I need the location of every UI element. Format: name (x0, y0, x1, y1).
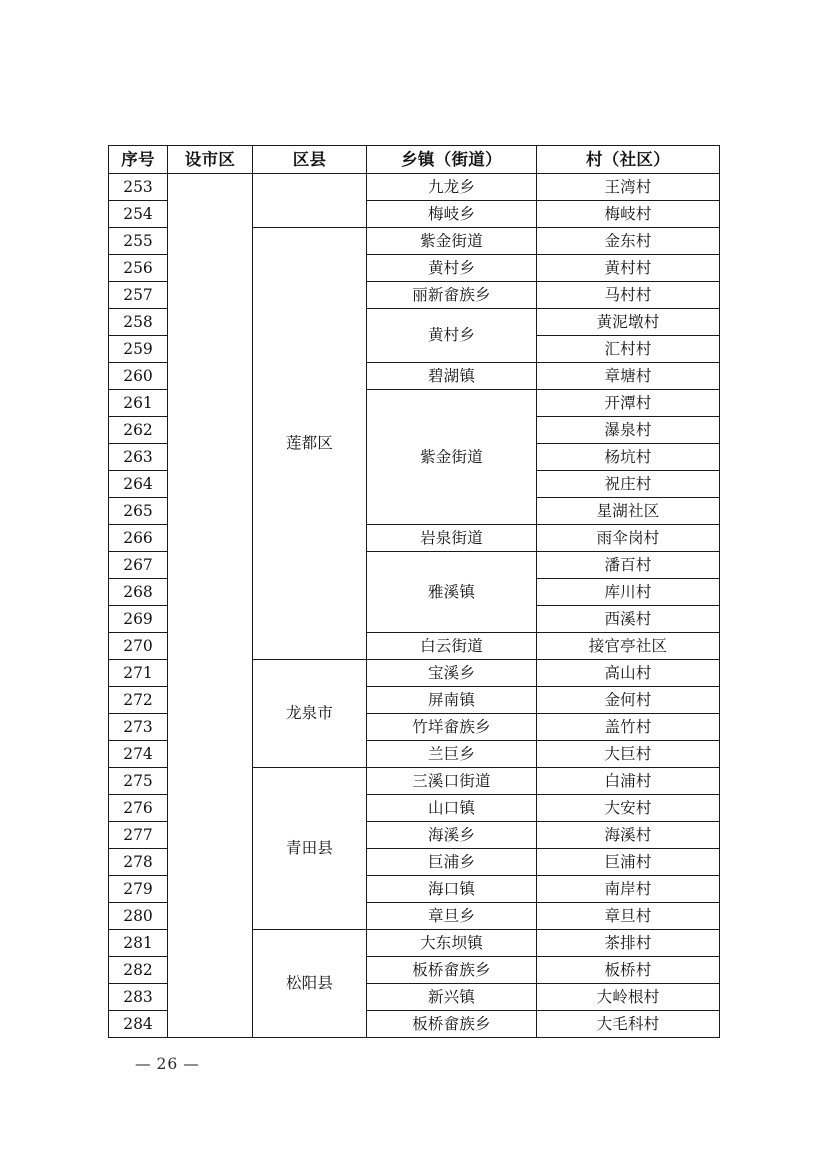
cell-seq: 274 (109, 741, 168, 768)
cell-town: 紫金街道 (367, 390, 537, 525)
cell-seq: 280 (109, 903, 168, 930)
cell-seq: 254 (109, 201, 168, 228)
cell-village: 潘百村 (537, 552, 720, 579)
cell-seq: 266 (109, 525, 168, 552)
cell-city (168, 174, 253, 1038)
cell-village: 黄村村 (537, 255, 720, 282)
cell-village: 巨浦村 (537, 849, 720, 876)
cell-town: 海溪乡 (367, 822, 537, 849)
cell-town: 巨浦乡 (367, 849, 537, 876)
table-header-row (109, 146, 720, 174)
cell-town: 新兴镇 (367, 984, 537, 1011)
cell-seq: 275 (109, 768, 168, 795)
cell-village: 板桥村 (537, 957, 720, 984)
cell-town: 白云街道 (367, 633, 537, 660)
cell-village: 白浦村 (537, 768, 720, 795)
table-header (109, 146, 720, 174)
cell-village: 大岭根村 (537, 984, 720, 1011)
column-header-village: 村（社区） (537, 146, 720, 174)
cell-village: 金何村 (537, 687, 720, 714)
cell-seq: 265 (109, 498, 168, 525)
cell-village: 汇村村 (537, 336, 720, 363)
page-number: 26 (156, 1055, 179, 1073)
cell-town: 竹垟畲族乡 (367, 714, 537, 741)
registry-table-container (108, 145, 719, 1038)
cell-village: 南岸村 (537, 876, 720, 903)
cell-district: 松阳县 (253, 930, 367, 1038)
cell-village: 杨坑村 (537, 444, 720, 471)
cell-town: 山口镇 (367, 795, 537, 822)
table-body (109, 174, 720, 1038)
column-header-district: 区县 (253, 146, 367, 174)
cell-seq: 277 (109, 822, 168, 849)
cell-town: 黄村乡 (367, 255, 537, 282)
cell-town: 三溪口街道 (367, 768, 537, 795)
cell-town: 屏南镇 (367, 687, 537, 714)
cell-town: 梅岐乡 (367, 201, 537, 228)
column-header-seq: 序号 (109, 146, 168, 174)
cell-town: 板桥畲族乡 (367, 1011, 537, 1038)
footer-dash-left: — (135, 1055, 152, 1073)
cell-village: 章塘村 (537, 363, 720, 390)
cell-seq: 261 (109, 390, 168, 417)
cell-seq: 256 (109, 255, 168, 282)
cell-town: 宝溪乡 (367, 660, 537, 687)
cell-village: 大毛科村 (537, 1011, 720, 1038)
cell-village: 黄泥墩村 (537, 309, 720, 336)
cell-village: 星湖社区 (537, 498, 720, 525)
cell-town: 九龙乡 (367, 174, 537, 201)
cell-town: 章旦乡 (367, 903, 537, 930)
cell-seq: 264 (109, 471, 168, 498)
cell-seq: 269 (109, 606, 168, 633)
cell-seq: 271 (109, 660, 168, 687)
cell-town: 雅溪镇 (367, 552, 537, 633)
column-header-city: 设市区 (168, 146, 253, 174)
cell-seq: 260 (109, 363, 168, 390)
cell-district: 莲都区 (253, 228, 367, 660)
cell-seq: 273 (109, 714, 168, 741)
cell-seq: 255 (109, 228, 168, 255)
cell-village: 马村村 (537, 282, 720, 309)
cell-district (253, 174, 367, 228)
cell-town: 碧湖镇 (367, 363, 537, 390)
cell-seq: 281 (109, 930, 168, 957)
footer-dash-right: — (183, 1055, 200, 1073)
table-row (109, 174, 720, 201)
cell-village: 瀑泉村 (537, 417, 720, 444)
cell-village: 大巨村 (537, 741, 720, 768)
cell-seq: 257 (109, 282, 168, 309)
cell-seq: 284 (109, 1011, 168, 1038)
cell-village: 章旦村 (537, 903, 720, 930)
cell-village: 海溪村 (537, 822, 720, 849)
cell-seq: 279 (109, 876, 168, 903)
cell-town: 大东坝镇 (367, 930, 537, 957)
cell-seq: 258 (109, 309, 168, 336)
cell-seq: 268 (109, 579, 168, 606)
cell-seq: 276 (109, 795, 168, 822)
page-footer (108, 1055, 719, 1073)
cell-village: 盖竹村 (537, 714, 720, 741)
cell-village: 梅岐村 (537, 201, 720, 228)
cell-town: 兰巨乡 (367, 741, 537, 768)
cell-seq: 267 (109, 552, 168, 579)
cell-village: 高山村 (537, 660, 720, 687)
registry-table (108, 145, 720, 1038)
cell-village: 茶排村 (537, 930, 720, 957)
cell-village: 雨伞岗村 (537, 525, 720, 552)
cell-town: 海口镇 (367, 876, 537, 903)
cell-district: 青田县 (253, 768, 367, 930)
cell-seq: 262 (109, 417, 168, 444)
cell-seq: 253 (109, 174, 168, 201)
cell-town: 板桥畲族乡 (367, 957, 537, 984)
cell-village: 西溪村 (537, 606, 720, 633)
cell-town: 紫金街道 (367, 228, 537, 255)
cell-seq: 272 (109, 687, 168, 714)
cell-seq: 263 (109, 444, 168, 471)
cell-village: 王湾村 (537, 174, 720, 201)
cell-village: 开潭村 (537, 390, 720, 417)
cell-town: 岩泉街道 (367, 525, 537, 552)
cell-seq: 259 (109, 336, 168, 363)
cell-seq: 282 (109, 957, 168, 984)
cell-village: 大安村 (537, 795, 720, 822)
cell-seq: 283 (109, 984, 168, 1011)
cell-seq: 270 (109, 633, 168, 660)
cell-seq: 278 (109, 849, 168, 876)
cell-town: 丽新畲族乡 (367, 282, 537, 309)
cell-district: 龙泉市 (253, 660, 367, 768)
cell-village: 祝庄村 (537, 471, 720, 498)
cell-village: 接官亭社区 (537, 633, 720, 660)
cell-village: 库川村 (537, 579, 720, 606)
cell-town: 黄村乡 (367, 309, 537, 363)
column-header-town: 乡镇（街道） (367, 146, 537, 174)
cell-village: 金东村 (537, 228, 720, 255)
